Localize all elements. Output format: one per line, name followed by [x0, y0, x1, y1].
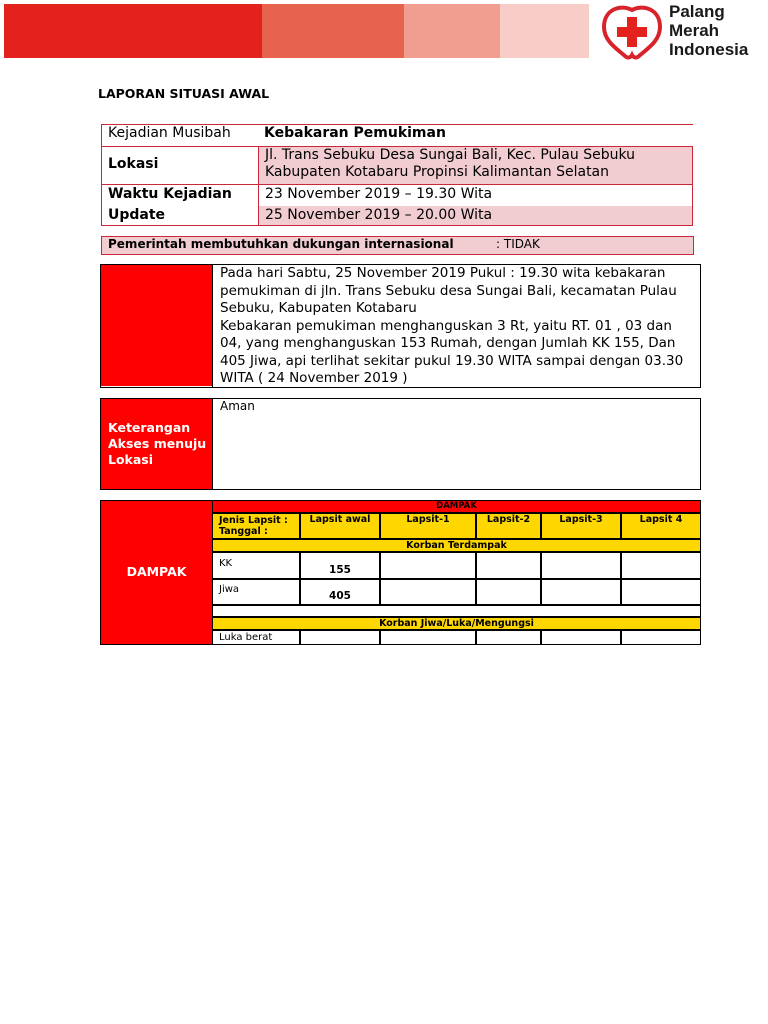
- luka-berat-label: Luka berat: [212, 630, 300, 645]
- red-cross-logo-icon: [601, 5, 663, 61]
- col-lapsit-2: Lapsit-2: [476, 513, 541, 539]
- logo-line-3: Indonesia: [669, 40, 749, 59]
- jiwa-value: 405: [300, 579, 380, 605]
- akses-value: Aman: [220, 399, 255, 413]
- col-lapsit-4: Lapsit 4: [621, 513, 701, 539]
- info-left-border: [101, 124, 102, 146]
- header-bar-2: [262, 4, 404, 58]
- col-lapsit-3: Lapsit-3: [541, 513, 621, 539]
- col-lapsit-1: Lapsit-1: [380, 513, 476, 539]
- logo-line-2: Merah: [669, 21, 720, 40]
- kk-lapsit-3: [541, 552, 621, 579]
- dampak-side-label: DAMPAK: [126, 564, 187, 579]
- info-bottom-border: [101, 225, 693, 226]
- luka-lapsit-3: [541, 630, 621, 645]
- akses-label-line3: Lokasi: [108, 452, 154, 467]
- narasi-p1-line2: pemukiman di jln. Trans Sebuku desa Sungai Bali, kecamatan Pulau: [220, 282, 677, 299]
- narasi-text: [220, 265, 683, 388]
- col-lapsit-awal: Lapsit awal: [300, 513, 380, 539]
- kejadian-label: Kejadian Musibah: [108, 125, 231, 141]
- kk-label: KK: [212, 552, 300, 579]
- narasi-p2-line2: 04, yang menghanguskan 153 Rumah, dengan Jumlah KK 155, Dan: [220, 335, 676, 351]
- narasi-p1-line3: Sebuku, Kabupaten Kotabaru: [220, 300, 417, 316]
- document-title: LAPORAN SITUASI AWAL: [98, 86, 270, 101]
- kejadian-value: Kebakaran Pemukiman: [264, 125, 446, 141]
- spacer-row: [212, 605, 701, 617]
- logo-line-1: Palang: [669, 2, 725, 21]
- narasi-p2-line4: WITA ( 24 November 2019 ): [220, 370, 408, 386]
- narasi-p1-line1: Pada hari Sabtu, 25 November 2019 Pukul : 19.30 wita kebakaran: [220, 265, 666, 281]
- kk-lapsit-2: [476, 552, 541, 579]
- akses-label-line2: Akses menuju: [108, 436, 207, 451]
- header-bar-3: [404, 4, 500, 58]
- jiwa-lapsit-1: [380, 579, 476, 605]
- col-jenis-line2: Tanggal :: [219, 526, 268, 537]
- info-line-3: [101, 184, 693, 185]
- narasi-p2-line1: Kebakaran pemukiman menghanguskan 3 Rt, yaitu RT. 01 , 03 dan: [220, 317, 672, 334]
- jiwa-lapsit-3: [541, 579, 621, 605]
- col-jenis: [212, 513, 300, 539]
- waktu-label: Waktu Kejadian: [108, 186, 232, 202]
- pemerintah-value: : TIDAK: [496, 237, 540, 251]
- jiwa-lapsit-2: [476, 579, 541, 605]
- jiwa-label: Jiwa: [212, 579, 300, 605]
- section-korban-terdampak: Korban Terdampak: [212, 539, 701, 552]
- pemerintah-label: Pemerintah membutuhkan dukungan internasional: [108, 237, 454, 251]
- waktu-value: 23 November 2019 – 19.30 Wita: [265, 186, 493, 202]
- header-bar-1: [4, 4, 262, 58]
- luka-lapsit-4: [621, 630, 701, 645]
- lokasi-value-2: Kabupaten Kotabaru Propinsi Kalimantan Selatan: [265, 164, 610, 180]
- kk-lapsit-4: [621, 552, 701, 579]
- header-bar-4: [500, 4, 589, 58]
- jiwa-lapsit-4: [621, 579, 701, 605]
- lokasi-label: Lokasi: [108, 156, 159, 172]
- narasi-divider: [212, 265, 213, 387]
- luka-lapsit-awal: [300, 630, 380, 645]
- update-value: 25 November 2019 – 20.00 Wita: [265, 207, 493, 223]
- akses-label: [108, 420, 206, 468]
- col-jenis-line1: Jenis Lapsit :: [219, 515, 288, 526]
- section-korban-jiwa: Korban Jiwa/Luka/Mengungsi: [212, 617, 701, 630]
- info-left-border-2: [101, 146, 102, 226]
- luka-lapsit-1: [380, 630, 476, 645]
- akses-divider: [212, 399, 213, 489]
- narasi-p2-line3: 405 Jiwa, api terlihat sekitar pukul 19.30 WITA sampai dengan 03.30: [220, 352, 684, 369]
- info-divider: [258, 146, 259, 226]
- dampak-title: DAMPAK: [212, 500, 701, 513]
- kk-value: 155: [300, 552, 380, 579]
- kk-lapsit-1: [380, 552, 476, 579]
- lokasi-value-1: Jl. Trans Sebuku Desa Sungai Bali, Kec. Pulau Sebuku: [265, 147, 636, 163]
- logo-wordmark: [669, 2, 748, 59]
- luka-lapsit-2: [476, 630, 541, 645]
- narasi-red-cell: [101, 265, 212, 386]
- update-label: Update: [108, 207, 166, 223]
- info-right-border: [692, 146, 693, 226]
- akses-label-line1: Keterangan: [108, 420, 191, 435]
